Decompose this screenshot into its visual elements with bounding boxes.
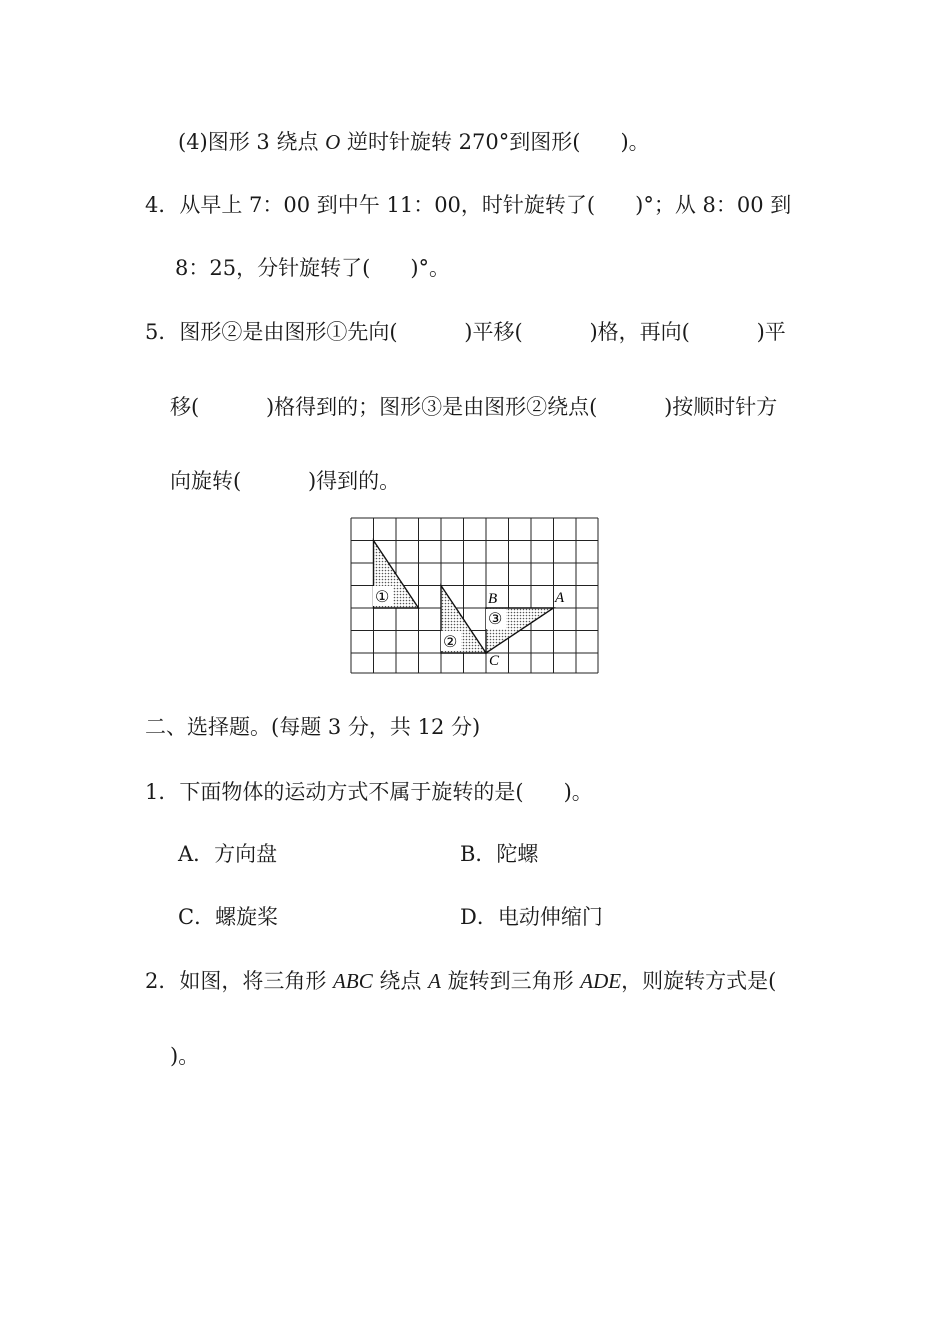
q4-line2: 8：25，分针旋转了( )°。 bbox=[175, 256, 451, 280]
label-1: ① bbox=[375, 589, 390, 606]
mc1-option-a[interactable]: A．方向盘 bbox=[178, 842, 278, 866]
mc2-text-1: 2．如图，将三角形 bbox=[145, 969, 334, 993]
grid-figure bbox=[345, 512, 605, 680]
mc1-stem: 1．下面物体的运动方式不属于旋转的是( )。 bbox=[145, 780, 593, 804]
q3-part4-prefix: (4)图形 3 绕点 bbox=[178, 130, 326, 154]
section-2-heading: 二、选择题。(每题 3 分，共 12 分) bbox=[145, 715, 481, 739]
q5-line3: 向旋转( )得到的。 bbox=[170, 469, 401, 493]
q3-part4 bbox=[178, 128, 650, 156]
point-o-label: O bbox=[325, 130, 341, 154]
q4-line1: 4．从早上 7：00 到中午 11：00，时针旋转了( )°；从 8：00 到 bbox=[145, 193, 792, 217]
label-3: ③ bbox=[488, 611, 503, 628]
triangle-abc-label: ABC bbox=[333, 969, 373, 993]
mc2-text-4: ，则旋转方式是( bbox=[621, 969, 777, 993]
point-b-label: B bbox=[488, 591, 498, 607]
q5-line1: 5．图形②是由图形①先向( )平移( )格，再向( )平 bbox=[145, 320, 786, 344]
triangle-ade-label: ADE bbox=[580, 969, 622, 993]
q3-part4-suffix: 逆时针旋转 270°到图形( )。 bbox=[340, 130, 650, 154]
point-a-label: A bbox=[555, 590, 565, 606]
point-c-label: C bbox=[489, 653, 500, 669]
mc2-text-2: 绕点 bbox=[372, 969, 429, 993]
q5-line2: 移( )格得到的；图形③是由图形②绕点( )按顺时针方 bbox=[170, 395, 778, 419]
mc2-stem-line2: )。 bbox=[170, 1044, 200, 1068]
mc1-option-d[interactable]: D．电动伸缩门 bbox=[460, 905, 603, 929]
mc1-option-b[interactable]: B．陀螺 bbox=[460, 842, 539, 866]
point-a-ref: A bbox=[428, 969, 441, 993]
mc1-option-c[interactable]: C．螺旋桨 bbox=[178, 905, 279, 929]
label-2: ② bbox=[443, 634, 458, 651]
mc2-text-3: 旋转到三角形 bbox=[440, 969, 581, 993]
mc2-stem-line1 bbox=[145, 967, 776, 995]
